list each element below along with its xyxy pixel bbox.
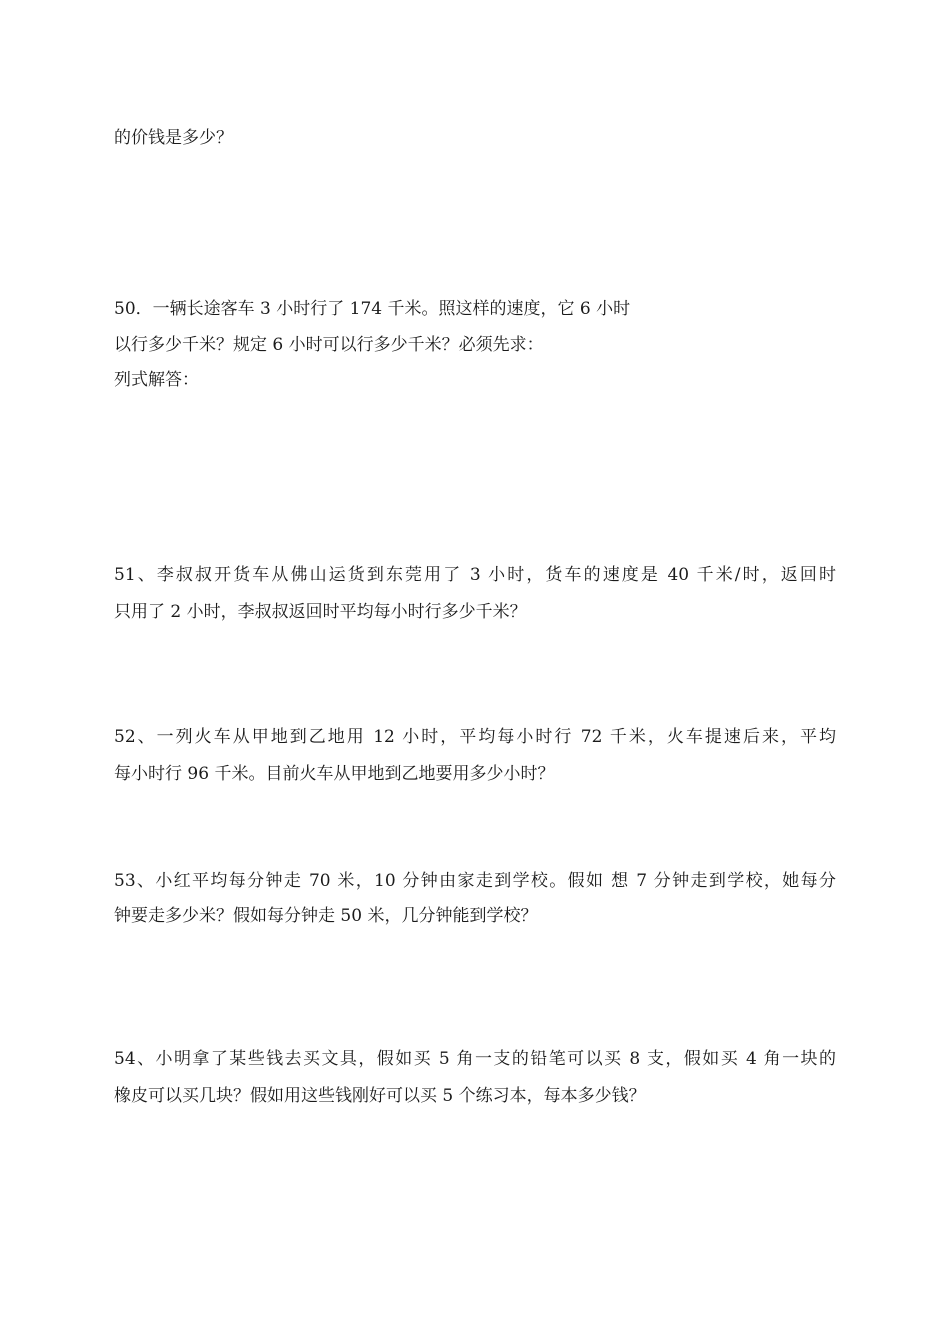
- problem-50-line-1: 50．一辆长途客车 3 小时行了 174 千米。照这样的速度，它 6 小时: [114, 299, 631, 319]
- problem-50-line-2: 以行多少千米？规定 6 小时可以行多少千米？必须先求：: [114, 335, 544, 355]
- problem-53-line-1: 53、小红平均每分钟走 70 米，10 分钟由家走到学校。假如 想 7 分钟走到学校，她每分: [114, 871, 836, 891]
- problem-54-line-2: 橡皮可以买几块？假如用这些钱刚好可以买 5 个练习本，每本多少钱？: [114, 1086, 646, 1106]
- problem-51-line-2: 只用了 2 小时，李叔叔返回时平均每小时行多少千米？: [114, 602, 527, 622]
- problem-50-line-3: 列式解答：: [114, 370, 199, 390]
- problem-51-line-1: 51、李叔叔开货车从佛山运货到东莞用了 3 小时，货车的速度是 40 千米/时，返回时: [114, 565, 836, 585]
- problem-53-line-2: 钟要走多少米？假如每分钟走 50 米，几分钟能到学校？: [114, 906, 538, 926]
- problem-54-line-1: 54、小明拿了某些钱去买文具，假如买 5 角一支的铅笔可以买 8 支，假如买 4 角一块的: [114, 1049, 836, 1069]
- problem-52-line-2: 每小时行 96 千米。目前火车从甲地到乙地要用多少小时？: [114, 764, 555, 784]
- continuation-text: 的价钱是多少？: [114, 128, 233, 148]
- problem-52-line-1: 52、一列火车从甲地到乙地用 12 小时，平均每小时行 72 千米，火车提速后来，平均: [114, 727, 836, 747]
